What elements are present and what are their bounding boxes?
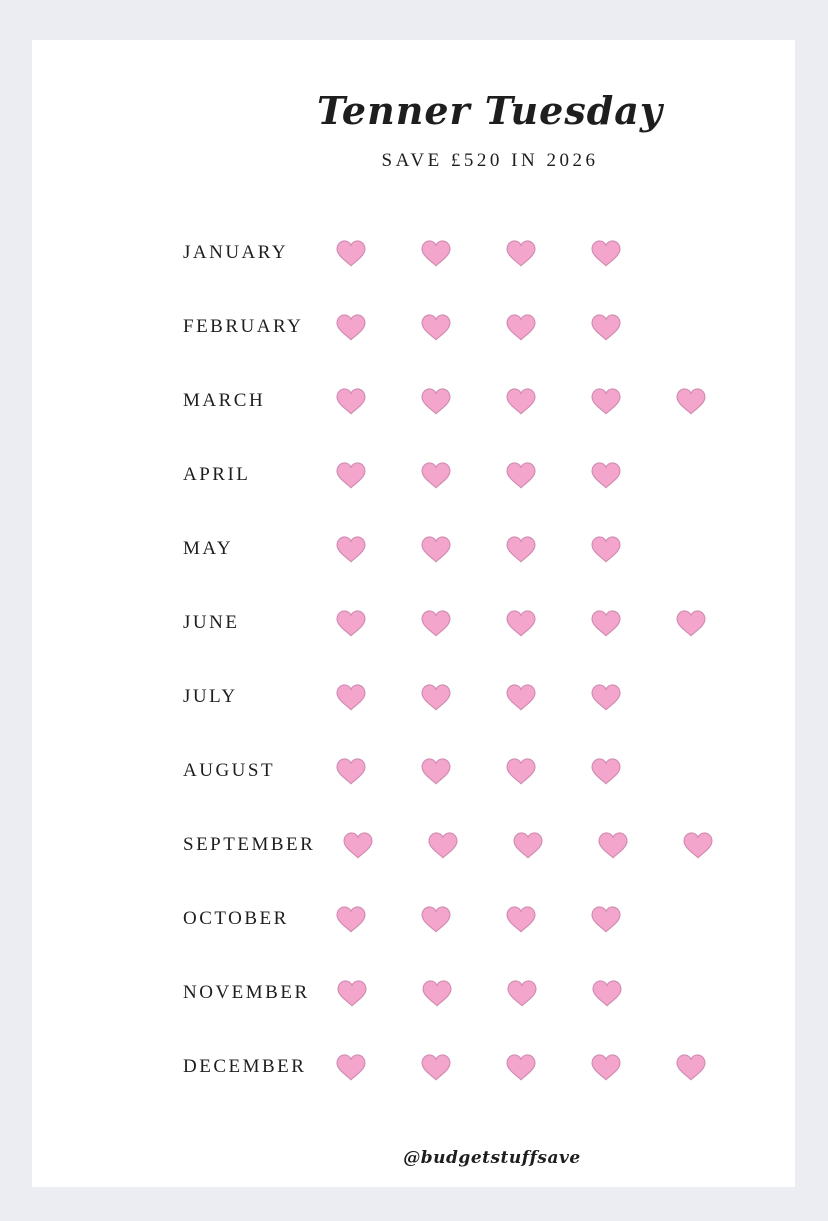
heart-icon bbox=[308, 906, 393, 933]
heart-icon bbox=[478, 536, 563, 563]
tracker-row bbox=[183, 956, 763, 1030]
heart-icon bbox=[565, 980, 650, 1007]
heart-icon bbox=[393, 1054, 478, 1081]
month-label: SEPTEMBER bbox=[183, 834, 316, 855]
hearts bbox=[308, 314, 648, 341]
heart-icon bbox=[478, 1054, 563, 1081]
month-label: DECEMBER bbox=[183, 1056, 307, 1077]
heart-icon bbox=[655, 832, 740, 859]
heart-icon bbox=[393, 462, 478, 489]
month-label: FEBRUARY bbox=[183, 316, 304, 337]
month-label: APRIL bbox=[183, 464, 251, 485]
hearts bbox=[308, 388, 733, 415]
tracker-row bbox=[183, 808, 763, 882]
heart-icon bbox=[393, 906, 478, 933]
heart-icon bbox=[485, 832, 570, 859]
hearts bbox=[308, 240, 648, 267]
heart-icon bbox=[563, 536, 648, 563]
tracker-row bbox=[183, 364, 763, 438]
hearts bbox=[315, 832, 740, 859]
heart-icon bbox=[393, 758, 478, 785]
month-label: JULY bbox=[183, 686, 238, 707]
heart-icon bbox=[570, 832, 655, 859]
heart-icon bbox=[308, 610, 393, 637]
heart-icon bbox=[478, 314, 563, 341]
heart-icon bbox=[563, 388, 648, 415]
heart-icon bbox=[478, 684, 563, 711]
heart-icon bbox=[395, 980, 480, 1007]
heart-icon bbox=[478, 906, 563, 933]
heart-icon bbox=[393, 314, 478, 341]
heart-icon bbox=[648, 610, 733, 637]
heart-icon bbox=[308, 536, 393, 563]
hearts bbox=[308, 758, 648, 785]
month-label: JANUARY bbox=[183, 242, 289, 263]
tracker-row bbox=[183, 216, 763, 290]
tracker-row bbox=[183, 734, 763, 808]
tracker-row bbox=[183, 290, 763, 364]
heart-icon bbox=[563, 906, 648, 933]
hearts bbox=[308, 1054, 733, 1081]
month-label: AUGUST bbox=[183, 760, 276, 781]
hearts bbox=[308, 610, 733, 637]
heart-icon bbox=[308, 462, 393, 489]
page-title: Tenner Tuesday bbox=[316, 88, 664, 133]
heart-icon bbox=[563, 462, 648, 489]
tracker-rows bbox=[183, 216, 763, 1104]
heart-icon bbox=[393, 610, 478, 637]
hearts bbox=[308, 906, 648, 933]
tracker-row bbox=[183, 512, 763, 586]
month-label: NOVEMBER bbox=[183, 982, 310, 1003]
heart-icon bbox=[400, 832, 485, 859]
hearts bbox=[308, 462, 648, 489]
heart-icon bbox=[478, 610, 563, 637]
heart-icon bbox=[393, 536, 478, 563]
heart-icon bbox=[308, 758, 393, 785]
heart-icon bbox=[308, 684, 393, 711]
heart-icon bbox=[393, 684, 478, 711]
heart-icon bbox=[563, 240, 648, 267]
month-label: MARCH bbox=[183, 390, 266, 411]
tracker-row bbox=[183, 660, 763, 734]
heart-icon bbox=[478, 240, 563, 267]
month-label: MAY bbox=[183, 538, 234, 559]
tracker-row bbox=[183, 882, 763, 956]
tracker-row bbox=[183, 1030, 763, 1104]
heart-icon bbox=[563, 684, 648, 711]
heart-icon bbox=[563, 758, 648, 785]
heart-icon bbox=[563, 314, 648, 341]
tracker-row bbox=[183, 438, 763, 512]
hearts bbox=[308, 536, 648, 563]
heart-icon bbox=[480, 980, 565, 1007]
heart-icon bbox=[310, 980, 395, 1007]
hearts bbox=[308, 684, 648, 711]
heart-icon bbox=[648, 388, 733, 415]
heart-icon bbox=[563, 1054, 648, 1081]
heart-icon bbox=[478, 462, 563, 489]
heart-icon bbox=[478, 388, 563, 415]
heart-icon bbox=[393, 388, 478, 415]
heart-icon bbox=[393, 240, 478, 267]
tracker-card bbox=[32, 40, 795, 1187]
month-label: JUNE bbox=[183, 612, 240, 633]
hearts bbox=[310, 980, 650, 1007]
heart-icon bbox=[315, 832, 400, 859]
heart-icon bbox=[478, 758, 563, 785]
page-subtitle: SAVE £520 IN 2026 bbox=[381, 150, 599, 171]
month-label: OCTOBER bbox=[183, 908, 289, 929]
heart-icon bbox=[563, 610, 648, 637]
heart-icon bbox=[308, 240, 393, 267]
footer-handle: @budgetstuffsave bbox=[403, 1148, 581, 1168]
tracker-row bbox=[183, 586, 763, 660]
heart-icon bbox=[308, 314, 393, 341]
heart-icon bbox=[308, 388, 393, 415]
heart-icon bbox=[308, 1054, 393, 1081]
heart-icon bbox=[648, 1054, 733, 1081]
